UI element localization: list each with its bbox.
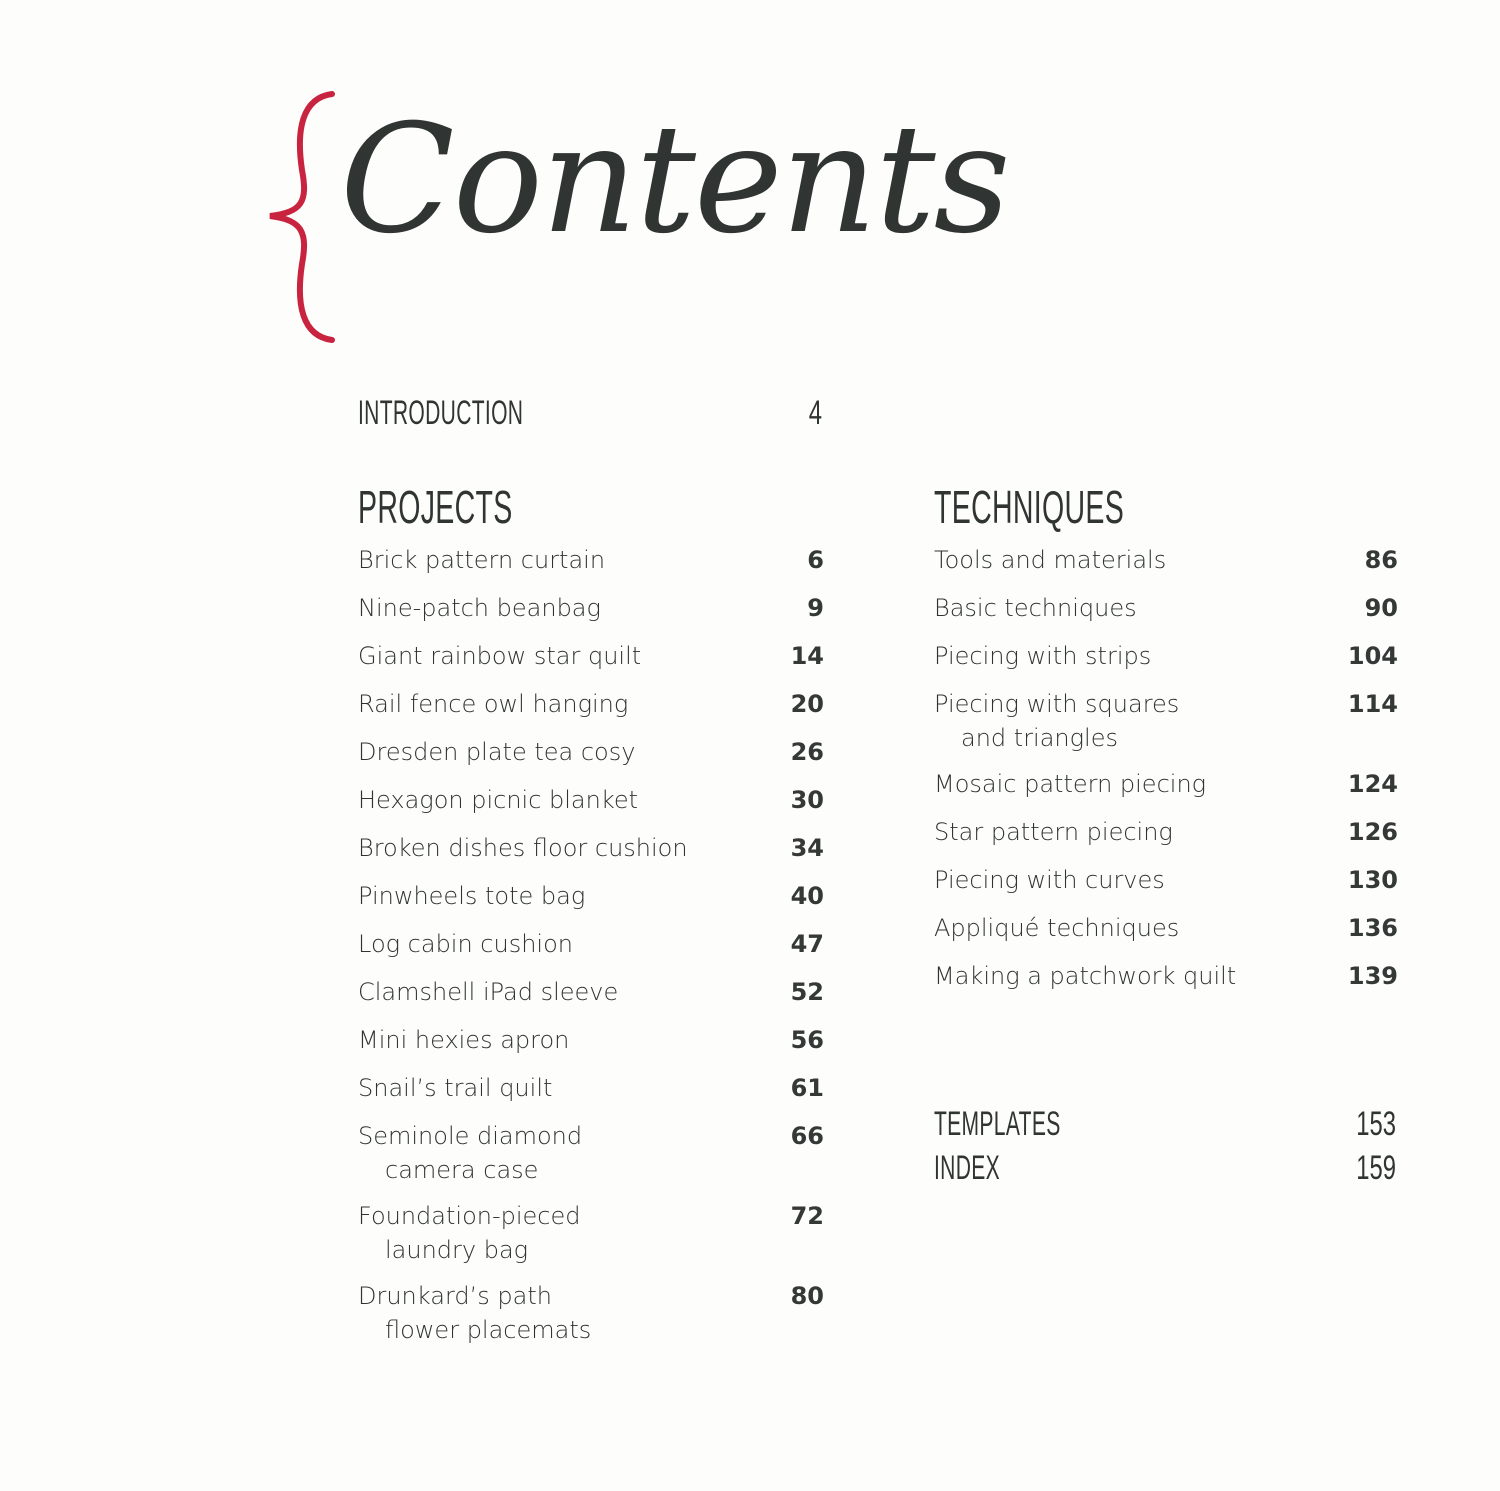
entry-title: Star pattern piecing [934, 818, 1173, 846]
entry-page-number: 40 [790, 882, 824, 910]
entry-title: Tools and materials [934, 546, 1167, 574]
entry-title: Basic techniques [934, 594, 1137, 622]
entry-page-number: 47 [790, 930, 824, 958]
entry-title: Making a patchwork quilt [934, 962, 1237, 990]
techniques-entry[interactable] [934, 911, 1179, 945]
projects-entry[interactable] [358, 687, 628, 721]
entry-page-number: 126 [1347, 818, 1398, 846]
entry-page-number: 136 [1347, 914, 1398, 942]
entry-title: Foundation-pieced [358, 1202, 581, 1230]
projects-entry[interactable] [358, 1199, 581, 1267]
techniques-entry[interactable] [934, 815, 1173, 849]
techniques-entry[interactable] [934, 591, 1137, 625]
techniques-entry[interactable] [934, 863, 1165, 897]
entry-page-number: 6 [807, 546, 824, 574]
entry-page-number: 20 [790, 690, 824, 718]
entry-page-number: 56 [790, 1026, 824, 1054]
techniques-heading: TECHNIQUES [934, 481, 1125, 533]
entry-title: Log cabin cushion [358, 930, 573, 958]
curly-brace-ornament [262, 90, 342, 345]
entry-page-number: 30 [790, 786, 824, 814]
entry-page-number: 80 [790, 1282, 824, 1310]
projects-entry[interactable] [358, 927, 573, 961]
entry-title: Brick pattern curtain [358, 546, 606, 574]
projects-entry[interactable] [358, 1023, 569, 1057]
entry-page-number: 114 [1347, 690, 1398, 718]
introduction-page: 4 [808, 394, 822, 432]
entry-title: Rail fence owl hanging [358, 690, 629, 718]
entry-title: Appliqué techniques [934, 914, 1180, 942]
entry-title-continued: camera case [385, 1156, 539, 1184]
entry-title: Nine-patch beanbag [358, 594, 601, 622]
entry-title: Pinwheels tote bag [358, 882, 586, 910]
projects-entry[interactable] [358, 639, 641, 673]
projects-heading: PROJECTS [358, 481, 513, 533]
projects-entry[interactable] [358, 831, 688, 865]
projects-entry[interactable] [358, 1279, 591, 1347]
entry-title-continued: flower placemats [385, 1316, 592, 1344]
entry-page-number: 90 [1364, 594, 1398, 622]
techniques-entry[interactable] [934, 959, 1236, 993]
entry-page-number: 124 [1347, 770, 1398, 798]
entry-page-number: 130 [1347, 866, 1398, 894]
entry-title-continued: and triangles [961, 724, 1118, 752]
entry-page-number: 34 [790, 834, 824, 862]
projects-entry[interactable] [358, 591, 601, 625]
page-title: Contents [340, 93, 1009, 267]
entry-page-number: 14 [790, 642, 824, 670]
templates-label[interactable]: TEMPLATES [934, 1105, 1061, 1143]
entry-title: Piecing with strips [934, 642, 1152, 670]
entry-title: Clamshell iPad sleeve [358, 978, 619, 1006]
entry-page-number: 66 [790, 1122, 824, 1150]
projects-entry[interactable] [358, 879, 585, 913]
projects-entry[interactable] [358, 735, 635, 769]
techniques-entry[interactable] [934, 639, 1151, 673]
techniques-entry[interactable] [934, 767, 1206, 801]
entry-page-number: 104 [1347, 642, 1398, 670]
entry-page-number: 9 [807, 594, 824, 622]
templates-page: 153 [1356, 1105, 1396, 1143]
entry-title: Piecing with squares [934, 690, 1180, 718]
index-page: 159 [1356, 1149, 1396, 1187]
entry-title: Hexagon picnic blanket [358, 786, 639, 814]
projects-entry[interactable] [358, 783, 638, 817]
entry-title: Drunkard’s path [358, 1282, 552, 1310]
projects-entry[interactable] [358, 1071, 552, 1105]
entry-title: Snail’s trail quilt [358, 1074, 553, 1102]
introduction-label[interactable]: INTRODUCTION [358, 394, 524, 432]
projects-entry[interactable] [358, 543, 605, 577]
projects-entry[interactable] [358, 975, 618, 1009]
projects-entry[interactable] [358, 1119, 582, 1187]
index-label[interactable]: INDEX [934, 1149, 1000, 1187]
entry-title: Giant rainbow star quilt [358, 642, 642, 670]
entry-page-number: 72 [790, 1202, 824, 1230]
techniques-entry[interactable] [934, 543, 1166, 577]
entry-page-number: 61 [790, 1074, 824, 1102]
entry-title-continued: laundry bag [385, 1236, 529, 1264]
entry-page-number: 86 [1364, 546, 1398, 574]
entry-title: Seminole diamond [358, 1122, 583, 1150]
entry-page-number: 52 [790, 978, 824, 1006]
entry-title: Dresden plate tea cosy [358, 738, 636, 766]
entry-title: Mosaic pattern piecing [934, 770, 1207, 798]
entry-page-number: 26 [790, 738, 824, 766]
entry-title: Piecing with curves [934, 866, 1165, 894]
entry-page-number: 139 [1347, 962, 1398, 990]
techniques-entry[interactable] [934, 687, 1179, 755]
entry-title: Mini hexies apron [358, 1026, 570, 1054]
entry-title: Broken dishes floor cushion [358, 834, 688, 862]
